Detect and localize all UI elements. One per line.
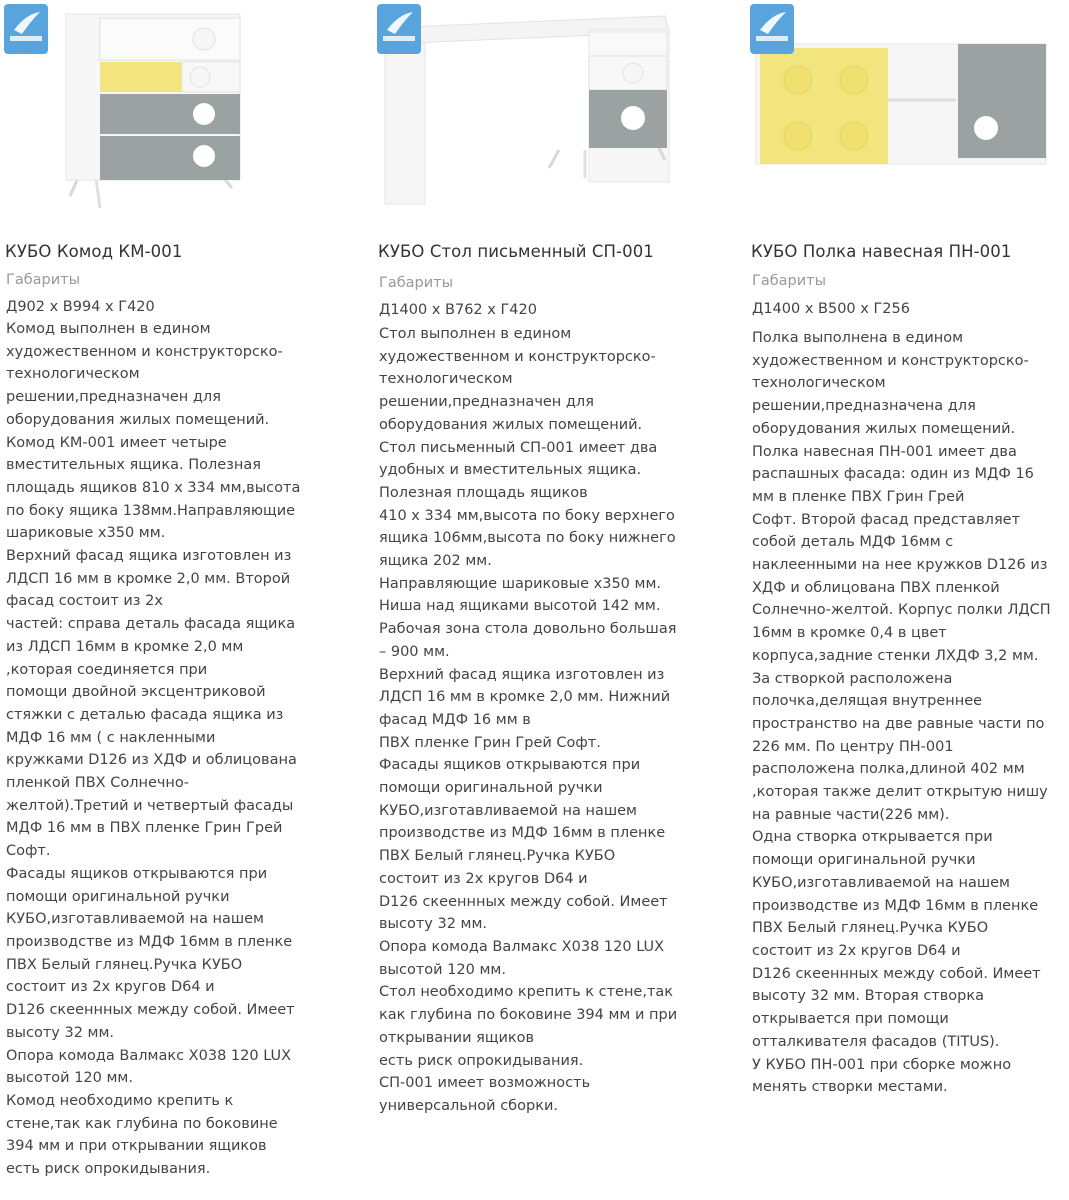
description-line: корпуса,задние стенки ЛХДФ 3,2 мм. xyxy=(752,647,1039,664)
description-line: ХДФ и облицована ПВХ пленкой xyxy=(752,579,1000,596)
description-line: Стол необходимо крепить к стене,так xyxy=(379,984,674,1001)
description-line: ПВХ пленке Грин Грей Софт. xyxy=(379,734,601,751)
description-line: Полка навесная ПН-001 имеет два xyxy=(752,443,1017,460)
description-line: Направляющие шариковые х350 мм. xyxy=(379,575,661,592)
product-title[interactable]: КУБО Полка навесная ПН-001 xyxy=(751,242,1012,261)
description-line: Фасады ящиков открываются при xyxy=(379,757,641,774)
description-line: фасад МДФ 16 мм в xyxy=(379,711,531,728)
description-line: ,которая соединяется при xyxy=(6,661,208,678)
description-line: решении,предназначена для xyxy=(752,398,976,415)
product-description xyxy=(379,323,677,1118)
description-line: стяжки с деталью фасада ящика из xyxy=(6,706,284,723)
description-line: КУБО,изготавливаемой на нашем xyxy=(6,911,264,928)
description-line: высоту 32 мм. xyxy=(6,1024,115,1041)
description-line: есть риск опрокидывания. xyxy=(379,1052,584,1069)
description-line: ящика 202 мм. xyxy=(379,553,492,570)
description-line: D126 скееннных между собой. Имеет xyxy=(752,965,1041,982)
product-description xyxy=(752,327,1051,1099)
description-line: стене,так как глубина по боковине xyxy=(6,1115,278,1132)
description-line: шариковые х350 мм. xyxy=(6,525,166,542)
description-line: Софт. xyxy=(6,843,51,860)
description-line: расположена полка,длиной 402 мм xyxy=(752,761,1025,778)
description-line: высотой 120 мм. xyxy=(379,961,506,978)
commode-legs xyxy=(70,176,232,208)
description-line: высоту 32 мм. xyxy=(379,916,488,933)
description-line: отталкивателя фасадов (TITUS). xyxy=(752,1033,1000,1050)
description-line: состоит из 2х кругов D64 и xyxy=(379,870,588,887)
dimensions-value: Д1400 х В762 х Г420 xyxy=(379,302,537,318)
description-line: на равные части(226 мм). xyxy=(752,806,950,823)
product-title[interactable]: КУБО Стол письменный СП-001 xyxy=(378,242,654,261)
description-line: 16мм в кромке 0,4 в цвет xyxy=(752,625,947,642)
description-line: Фасады ящиков открываются при xyxy=(6,865,268,882)
product-description xyxy=(6,318,300,1181)
dimensions-value: Д902 х В994 х Г420 xyxy=(6,299,155,315)
description-line: художественном и конструкторско- xyxy=(752,352,1029,369)
description-line: Софт. Второй фасад представляет xyxy=(752,511,1021,528)
description-line: технологическом xyxy=(6,366,140,383)
description-line: пространство на две равные части по xyxy=(752,715,1045,732)
description-line: ПВХ Белый глянец.Ручка КУБО xyxy=(752,920,989,937)
description-line: МДФ 16 мм ( с накленными xyxy=(6,729,216,746)
description-line: состоит из 2х кругов D64 и xyxy=(752,942,961,959)
product-title[interactable]: КУБО Комод КМ-001 xyxy=(5,242,183,261)
description-line: Стол выполнен в едином xyxy=(379,326,572,342)
description-line: производстве из МДФ 16мм в пленке xyxy=(6,933,293,950)
description-line: МДФ 16 мм в ПВХ пленке Грин Грей xyxy=(6,820,283,837)
description-line: Комод КМ-001 имеет четыре xyxy=(6,434,227,451)
description-line: 410 х 334 мм,высота по боку верхнего xyxy=(379,507,675,524)
description-line: Одна створка открывается при xyxy=(752,829,993,846)
description-line: частей: справа деталь фасада ящика xyxy=(6,616,296,633)
description-line: ПВХ Белый глянец.Ручка КУБО xyxy=(379,848,616,865)
description-line: помощи оригинальной ручки xyxy=(6,888,230,905)
description-line: ПВХ Белый глянец.Ручка КУБО xyxy=(6,956,243,973)
description-line: производстве из МДФ 16мм в пленке xyxy=(752,897,1039,914)
description-line: Верхний фасад ящика изготовлен из xyxy=(379,666,665,683)
description-line: фасад состоит из 2х xyxy=(6,593,163,610)
description-line: открывании ящиков xyxy=(379,1029,535,1046)
description-line: пленкой ПВХ Солнечно- xyxy=(6,775,190,792)
dimensions-label: Габариты xyxy=(379,275,454,291)
description-line: ,которая также делит открытую нишу xyxy=(752,784,1048,801)
description-line: Комод выполнен в едином xyxy=(6,321,211,337)
description-line: высоту 32 мм. Вторая створка xyxy=(752,988,984,1005)
description-line: За створкой расположена xyxy=(752,670,953,687)
description-line: собой деталь МДФ 16мм с xyxy=(752,534,954,551)
description-line: Верхний фасад ящика изготовлен из xyxy=(6,548,292,565)
description-line: высотой 120 мм. xyxy=(6,1070,133,1087)
description-line: удобных и вместительных ящика. xyxy=(379,462,642,479)
description-line: желтой).Третий и четвертый фасады xyxy=(6,797,294,814)
description-line: есть риск опрокидывания. xyxy=(6,1161,211,1178)
description-line: Солнечно-желтой. Корпус полки ЛДСП xyxy=(752,602,1051,619)
description-line: Ниша над ящиками высотой 142 мм. xyxy=(379,598,661,615)
commode-image[interactable] xyxy=(0,0,250,225)
description-line: 226 мм. По центру ПН-001 xyxy=(752,738,954,755)
description-line: Полка выполнена в едином xyxy=(752,330,964,346)
description-line: решении,предназначен для xyxy=(6,389,221,406)
description-line: менять створки местами. xyxy=(752,1079,948,1096)
shelf-image[interactable] xyxy=(746,0,1056,225)
description-line: из ЛДСП 16мм в кромке 2,0 мм xyxy=(6,638,244,655)
description-line: решении,предназначен для xyxy=(379,394,594,411)
description-line: ящика 106мм,высота по боку нижнего xyxy=(379,530,676,547)
description-line: универсальной сборки. xyxy=(379,1097,558,1114)
description-line: технологическом xyxy=(752,375,886,392)
description-line: художественном и конструкторско- xyxy=(6,343,283,360)
description-line: ЛДСП 16 мм в кромке 2,0 мм. Нижний xyxy=(379,689,671,706)
description-line: художественном и конструкторско- xyxy=(379,348,656,365)
description-line: Стол письменный СП-001 имеет два xyxy=(379,439,658,456)
description-line: помощи двойной эксцентриковой xyxy=(6,684,266,701)
brand-logo-icon xyxy=(750,4,794,54)
description-line: мм в пленке ПВХ Грин Грей xyxy=(752,488,965,505)
description-line: помощи оригинальной ручки xyxy=(752,852,976,869)
description-line: КУБО,изготавливаемой на нашем xyxy=(379,802,637,819)
description-line: по боку ящика 138мм.Направляющие xyxy=(6,502,296,519)
description-line: D126 скееннных между собой. Имеет xyxy=(6,1002,295,1019)
description-line: наклеенными на нее кружков D126 из xyxy=(752,557,1048,574)
description-line: оборудования жилых помещений. xyxy=(379,416,643,433)
description-line: оборудования жилых помещений. xyxy=(752,420,1016,437)
description-line: производстве из МДФ 16мм в пленке xyxy=(379,825,666,842)
description-line: Полезная площадь ящиков xyxy=(379,484,588,501)
description-line: площадь ящиков 810 х 334 мм,высота xyxy=(6,479,301,496)
description-line: полочка,делящая внутреннее xyxy=(752,693,983,710)
description-line: Рабочая зона стола довольно большая xyxy=(379,621,677,638)
description-line: У КУБО ПН-001 при сборке можно xyxy=(752,1056,1012,1073)
description-line: – 900 мм. xyxy=(379,643,450,660)
description-line: КУБО,изготавливаемой на нашем xyxy=(752,874,1010,891)
description-line: Опора комода Валмакс X038 120 LUX xyxy=(379,938,665,955)
description-line: кружками D126 из ХДФ и облицована xyxy=(6,752,297,769)
brand-logo-icon xyxy=(4,4,48,54)
desk-image[interactable] xyxy=(373,0,673,225)
brand-logo-icon xyxy=(377,4,421,54)
description-line: Опора комода Валмакс X038 120 LUX xyxy=(6,1047,292,1064)
description-line: 394 мм и при открывании ящиков xyxy=(6,1138,267,1155)
dimensions-label: Габариты xyxy=(752,273,827,289)
dimensions-label: Габариты xyxy=(6,272,81,288)
description-line: Комод необходимо крепить к xyxy=(6,1092,234,1109)
description-line: СП-001 имеет возможность xyxy=(379,1075,591,1092)
description-line: как глубина по боковине 394 мм и при xyxy=(379,1007,678,1024)
description-line: оборудования жилых помещений. xyxy=(6,411,270,428)
description-line: D126 скееннных между собой. Имеет xyxy=(379,893,668,910)
description-line: открывается при помощи xyxy=(752,1011,949,1028)
description-line: распашных фасада: один из МДФ 16 xyxy=(752,466,1034,483)
dimensions-value: Д1400 х В500 х Г256 xyxy=(752,301,910,317)
description-line: ЛДСП 16 мм в кромке 2,0 мм. Второй xyxy=(6,570,291,587)
description-line: технологическом xyxy=(379,371,513,388)
description-line: вместительных ящика. Полезная xyxy=(6,457,261,474)
description-line: состоит из 2х кругов D64 и xyxy=(6,979,215,996)
description-line: помощи оригинальной ручки xyxy=(379,780,603,797)
